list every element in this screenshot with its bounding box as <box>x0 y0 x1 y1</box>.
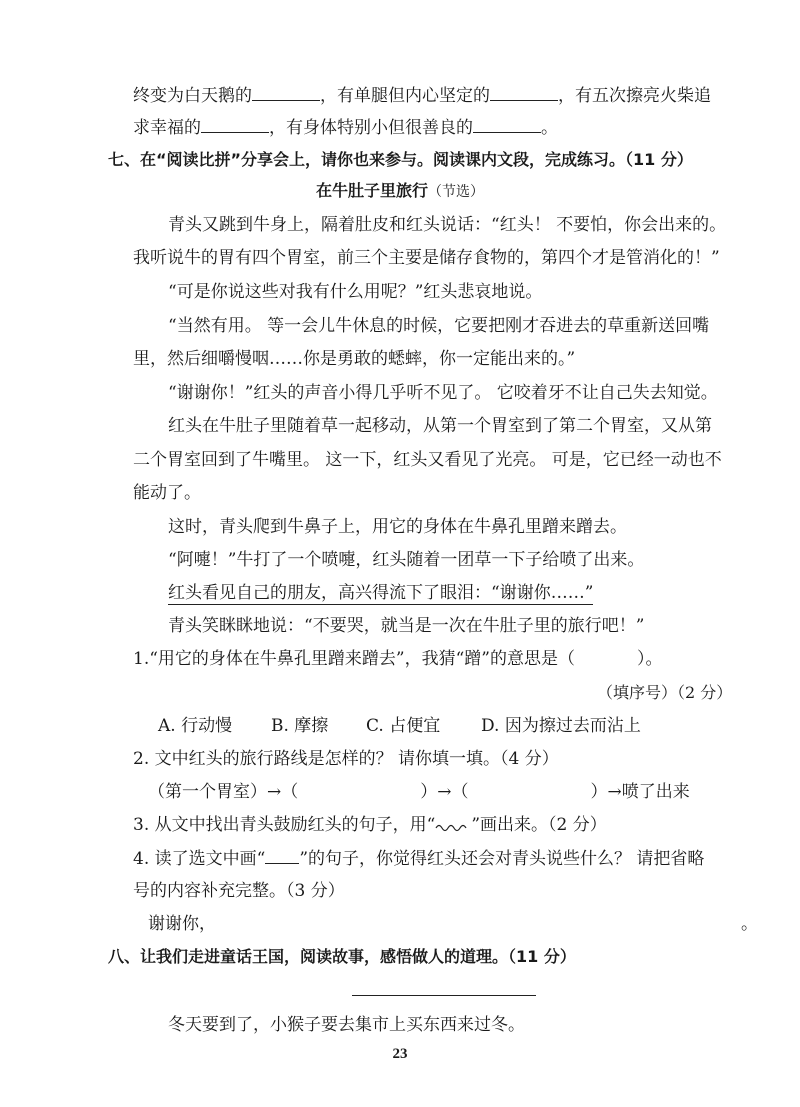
question-3-text-end: ”画出来。（2 分） <box>471 815 607 835</box>
passage-line: 青头又跳到牛身上，隔着肚皮和红头说话：“红头！ 不要怕，你会出来的。 <box>168 215 727 235</box>
answer-blank[interactable] <box>473 114 541 133</box>
page-number: 23 <box>392 1046 408 1062</box>
text: 终变为白天鹅的 <box>133 86 252 106</box>
question-4-answer-prefix: 谢谢你， <box>148 914 216 934</box>
question-4-line-2: 号的内容补充完整。（3 分） <box>133 881 345 901</box>
question-3 <box>133 812 607 838</box>
passage-line: 里，然后细嚼慢咽……你是勇敢的蟋蟀，你一定能出来的。” <box>133 349 576 369</box>
question-3-text: 3. 从文中找出青头鼓励红头的句子，用“ <box>133 815 436 835</box>
question-1-option-d: D. 因为擦过去而沾上 <box>481 716 641 736</box>
question-4-text-cont: ”的句子，你觉得红头还会对青头说些什么？ 请把省略 <box>299 849 705 869</box>
text: 。 <box>541 118 558 138</box>
passage-line: “阿嚏！”牛打了一个喷嚏，红头随着一团草一下子给喷了出来。 <box>168 550 645 570</box>
question-4 <box>133 845 704 872</box>
prev-section-line-1 <box>133 82 711 109</box>
passage-line: 二个胃室回到了牛嘴里。 这一下，红头又看见了光亮。 可是，它已经一动也不 <box>133 450 722 470</box>
answer-blank[interactable] <box>490 82 558 101</box>
passage-title-text: 在牛肚子里旅行 <box>315 181 428 200</box>
passage-line: “可是你说这些对我有什么用呢？”红头悲哀地说。 <box>168 282 543 302</box>
straight-line-sample <box>265 845 299 864</box>
question-1-option-b: B. 摩擦 <box>271 716 329 736</box>
answer-blank[interactable] <box>252 82 320 101</box>
story-first-line: 冬天要到了，小猴子要去集市上买东西来过冬。 <box>168 1015 525 1035</box>
question-1-option-a: A. 行动慢 <box>158 716 233 736</box>
route-mid: ）→（ <box>420 782 469 802</box>
text: ，有五次擦亮火柴追 <box>558 86 711 106</box>
question-1 <box>133 646 662 672</box>
question-1-text: 1.“用它的身体在牛鼻孔里蹭来蹭去”，我猜“蹭”的意思是（ <box>133 649 575 669</box>
question-1-note: （填序号）（2 分） <box>597 683 733 702</box>
section-8-heading: 八、让我们走进童话王国，阅读故事，感悟做人的道理。（11 分） <box>108 947 576 966</box>
underlined-sentence: 红头看见自己的朋友，高兴得流下了眼泪：“谢谢你……” <box>168 583 594 603</box>
story-title-blank[interactable] <box>352 995 536 996</box>
question-1-text-end: ）。 <box>636 649 663 669</box>
route-start: （第一个胃室）→（ <box>148 782 299 802</box>
passage-line: “当然有用。 等一会儿牛休息的时候，它要把刚才吞进去的草重新送回嘴 <box>168 316 710 336</box>
passage-title-note: （节选） <box>428 184 484 200</box>
question-4-answer-end: 。 <box>741 914 758 934</box>
passage-line: 这时，青头爬到牛鼻子上，用它的身体在牛鼻孔里蹭来蹭去。 <box>168 517 627 537</box>
question-4-answer-field[interactable] <box>218 914 738 936</box>
question-1-option-c: C. 占便宜 <box>366 716 441 736</box>
passage-line: 青头笑眯眯地说：“不要哭，就当是一次在牛肚子里的旅行吧！” <box>168 616 645 636</box>
text: ，有单腿但内心坚定的 <box>320 86 490 106</box>
passage-line: “谢谢你！”红头的声音小得几乎听不见了。 它咬着牙不让自己失去知觉。 <box>168 383 718 403</box>
passage-line: 红头在牛肚子里随着草一起移动，从第一个胃室到了第二个胃室，又从第 <box>168 416 712 436</box>
passage-title <box>0 178 800 205</box>
text: 求幸福的 <box>133 118 201 138</box>
prev-section-line-2 <box>133 114 558 141</box>
passage-line: 能动了。 <box>133 483 201 503</box>
question-4-text: 4. 读了选文中画“ <box>133 849 266 869</box>
route-end: ）→喷了出来 <box>590 782 690 802</box>
section-7-heading: 七、在“阅读比拼”分享会上，请你也来参与。阅读课内文段，完成练习。（11 分） <box>108 150 693 169</box>
answer-blank[interactable] <box>201 114 269 133</box>
text: ，有身体特别小但很善良的 <box>269 118 473 138</box>
question-2-route <box>148 779 690 805</box>
passage-line-underlined <box>168 580 593 606</box>
wavy-line-icon <box>435 819 471 833</box>
passage-line: 我听说牛的胃有四个胃室，前三个主要是储存食物的，第四个才是管消化的！” <box>133 248 720 268</box>
question-2: 2. 文中红头的旅行路线是怎样的？ 请你填一填。（4 分） <box>133 749 559 769</box>
